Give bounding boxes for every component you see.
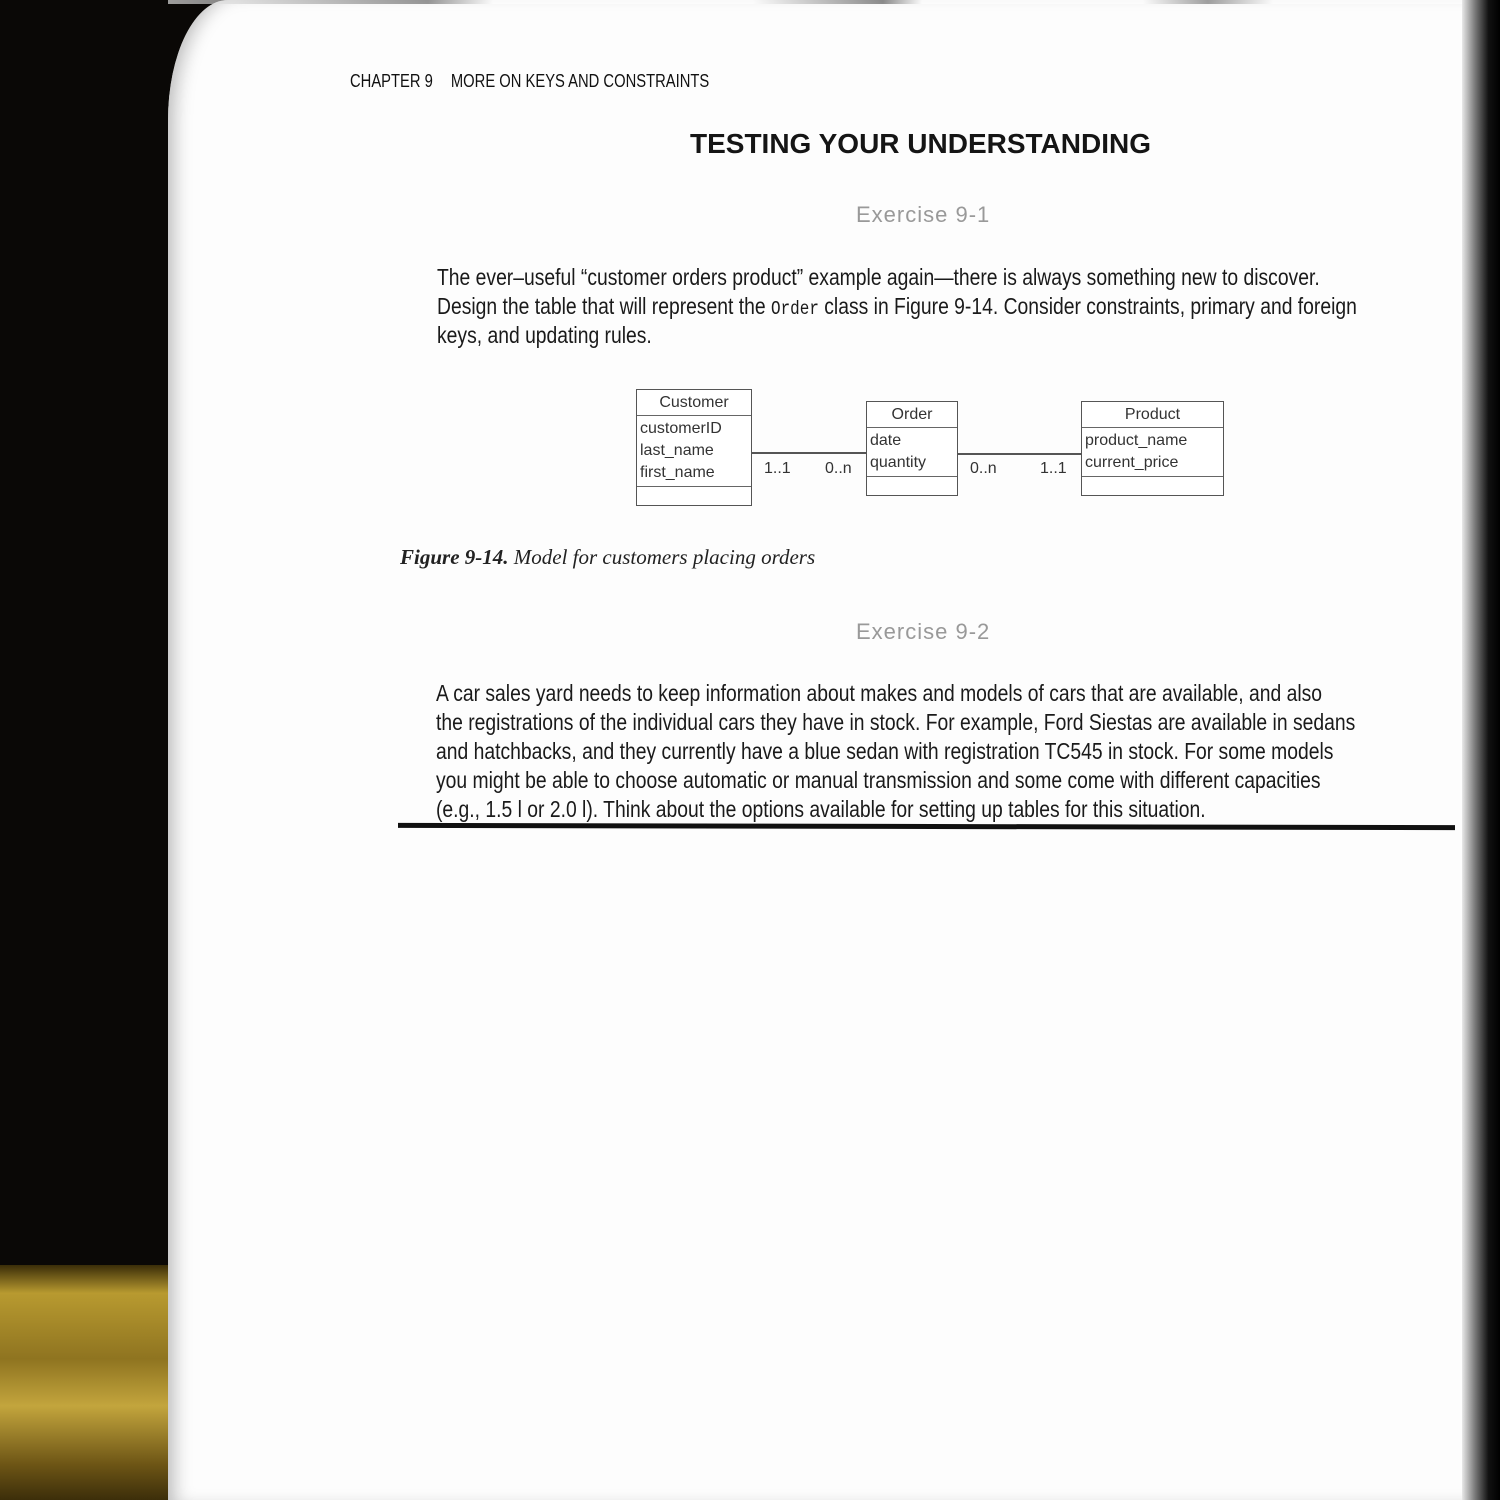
exercise-2-line-3: and hatchbacks, and they currently have a blue sedan with registration TC545 in stock. For some models [436,738,1334,764]
exercise-2-heading: Exercise 9-2 [856,619,991,644]
code-order: Order [771,298,819,320]
chapter-number: CHAPTER 9 [350,71,433,91]
multiplicity: 0..n [970,460,997,477]
association-order-product [958,453,1081,455]
uml-class-order: Order date quantity [866,401,958,496]
page-top-edge [168,0,1468,4]
exercise-2-line-5: (e.g., 1.5 l or 2.0 l). Think about the options available for setting up tables for this situation. [436,796,1206,822]
figure-caption: Figure 9-14. Model for customers placing orders [400,545,816,569]
exercise-1-line-3: keys, and updating rules. [437,322,652,348]
exercise-1-line-2: Design the table that will represent the Order class in Figure 9-14. Consider constraints, primary and foreign [437,293,1357,320]
running-head [350,71,788,92]
multiplicity: 1..1 [764,460,791,477]
exercise-2-line-4: you might be able to choose automatic or manual transmission and some come with different capacities [436,767,1321,793]
association-customer-order [752,452,866,454]
section-title: TESTING YOUR UNDERSTANDING [690,128,1151,159]
exercise-1-heading: Exercise 9-1 [856,202,991,227]
exercise-2-line-1: A car sales yard needs to keep information about makes and models of cars that are available, and also [436,680,1323,706]
multiplicity: 0..n [825,460,852,477]
uml-class-customer: Customer customerID last_name first_name [636,389,752,506]
exercise-1-line-1: The ever–useful “customer orders product” example again—there is always something new to discover. [437,264,1320,290]
exercise-2-line-2: the registrations of the individual cars they have in stock. For example, Ford Siestas are available in sedans [436,709,1356,735]
chapter-title: MORE ON KEYS AND CONSTRAINTS [450,71,710,91]
multiplicity: 1..1 [1040,460,1067,477]
uml-class-product: Product product_name current_price [1081,401,1224,496]
